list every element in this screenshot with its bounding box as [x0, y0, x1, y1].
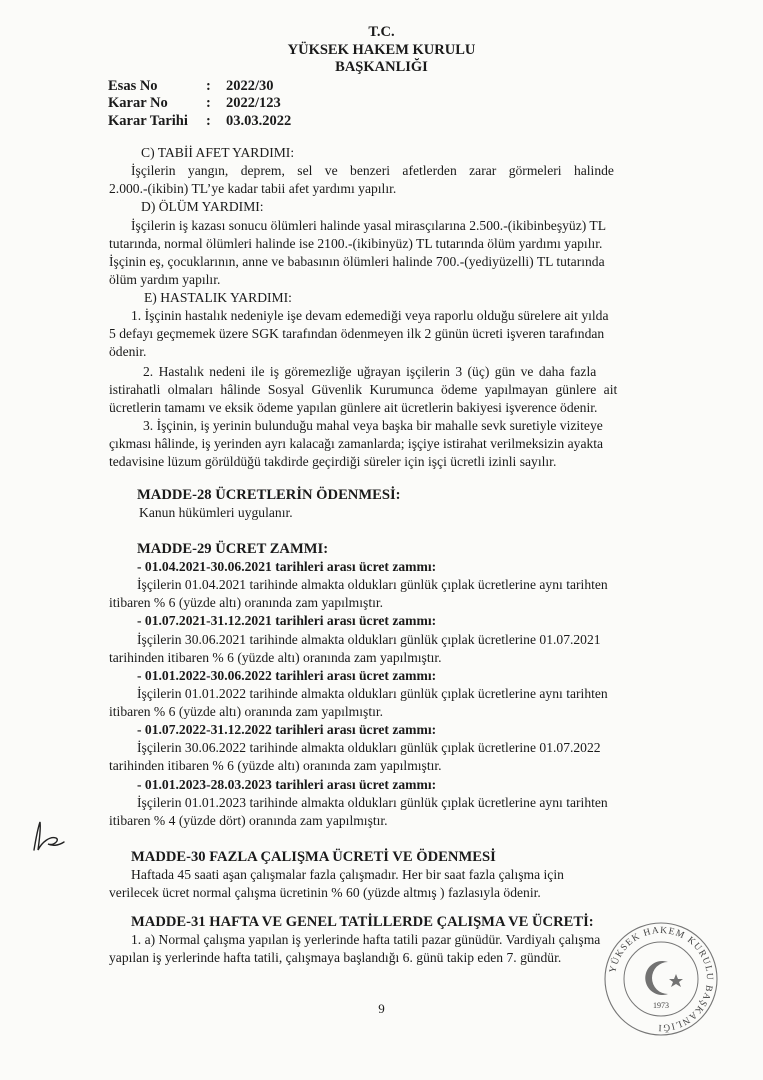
body-line: tarihinden itibaren % 6 (yüzde altı) oranında zam yapılmıştır.: [109, 650, 442, 665]
signature-initial-icon: [28, 816, 68, 856]
body-line: İşçilerin 01.01.2023 tarihinde almakta oldukları günlük çıplak ücretlerine aynı tarihten: [137, 795, 608, 810]
body-line: yapılan iş yerlerinde hafta tatili, çalışmaya başlandığı 6. günü takip eden 7. gündür.: [109, 950, 562, 965]
body-line: İşçinin eş, çocuklarının, anne ve babasının ölümleri halinde 700.-(yediyüzelli) TL tutarında: [109, 254, 605, 269]
tarih-colon: :: [206, 113, 211, 129]
header-department: BAŞKANLIĞI: [335, 59, 428, 75]
body-line: 2. Hastalık nedeni ile iş göremezliğe uğrayan işçilerin 3 (üç) gün ve daha fazla: [143, 364, 597, 379]
section-title-hastalik: E) HASTALIK YARDIMI:: [144, 290, 292, 305]
body-line: verilecek ücret normal çalışma ücretinin % 60 (yüzde altmış ) fazlasıyla ödenir.: [109, 885, 541, 900]
body-line: 1. a) Normal çalışma yapılan iş yerlerinde hafta tatili pazar günüdür. Vardiyalı çalışma: [131, 932, 601, 947]
body-line: itibaren % 6 (yüzde altı) oranında zam yapılmıştır.: [109, 595, 384, 610]
section-title-afet: C) TABİİ AFET YARDIMI:: [141, 145, 295, 160]
karar-value: 2022/123: [226, 95, 281, 111]
body-line: İşçilerin yangın, deprem, sel ve benzeri afetlerden zarar görmeleri halinde: [131, 163, 614, 178]
body-line: 3. İşçinin, iş yerinin bulunduğu mahal veya başka bir mahalle sevk suretiyle viziteye: [143, 418, 603, 433]
body-line: 5 defayı geçmemek üzere SGK tarafından ödenmeyen ilk 2 günün ücreti işveren tarafından: [109, 326, 605, 341]
body-line: İşçilerin iş kazası sonucu ölümleri halinde yasal mirasçılarına 2.500.-(ikibinbeşyüz) TL: [131, 218, 607, 233]
raise-period-heading: - 01.01.2022-30.06.2022 tarihleri arası ücret zammı:: [137, 668, 437, 683]
body-line: itibaren % 6 (yüzde altı) oranında zam yapılmıştır.: [109, 704, 384, 719]
tarih-label: Karar Tarihi: [108, 113, 188, 129]
section-title-olum: D) ÖLÜM YARDIMI:: [141, 199, 264, 214]
raise-period-heading: - 01.07.2021-31.12.2021 tarihleri arası ücret zammı:: [137, 613, 437, 628]
body-line: Kanun hükümleri uygulanır.: [139, 505, 293, 520]
body-line: istirahatli olmaları hâlinde Sosyal Güvenlik Kurumunca ödeme yapılmayan günlere ait: [109, 382, 618, 397]
esas-colon: :: [206, 78, 211, 94]
official-seal-icon: [598, 918, 724, 1040]
seal-year: 1973: [653, 1001, 669, 1010]
article-heading-28: MADDE-28 ÜCRETLERİN ÖDENMESİ:: [137, 487, 401, 503]
karar-label: Karar No: [108, 95, 168, 111]
raise-period-heading: - 01.07.2022-31.12.2022 tarihleri arası ücret zammı:: [137, 722, 437, 737]
body-line: İşçilerin 30.06.2021 tarihinde almakta oldukları günlük çıplak ücretlerine 01.07.2021: [137, 632, 601, 647]
body-line: tutarında, normal ölümleri halinde ise 2100.-(ikibinyüz) TL tutarında ölüm yardımı yapılır.: [109, 236, 603, 251]
body-line: İşçilerin 01.04.2021 tarihinde almakta oldukları günlük çıplak ücretlerine aynı tarihten: [137, 577, 608, 592]
body-line: İşçilerin 30.06.2022 tarihinde almakta oldukları günlük çıplak ücretlerine 01.07.2022: [137, 740, 601, 755]
raise-period-heading: - 01.01.2023-28.03.2023 tarihleri arası ücret zammı:: [137, 777, 437, 792]
body-line: çıkması hâlinde, iş yerinden ayrı kalacağı zamanlarda; işçiye istirahat verilmeksizin ayakta: [109, 436, 604, 451]
seal-text: YÜKSEK HAKEM KURULU BAŞKANLIĞI: [608, 925, 715, 1033]
body-line: İşçilerin 01.01.2022 tarihinde almakta oldukları günlük çıplak ücretlerine aynı tarihten: [137, 686, 608, 701]
body-line: itibaren % 4 (yüzde dört) oranında zam yapılmıştır.: [109, 813, 388, 828]
tarih-value: 03.03.2022: [226, 113, 292, 129]
body-line: ücretlerin tamamı ve eksik ödeme yapılan günlere ait ücretlerin bakiyesi işverence ödenir.: [109, 400, 598, 415]
esas-value: 2022/30: [226, 78, 274, 94]
header-institution: YÜKSEK HAKEM KURULU: [287, 42, 476, 58]
article-heading-30: MADDE-30 FAZLA ÇALIŞMA ÜCRETİ VE ÖDENMESİ: [131, 849, 496, 865]
article-heading-31: MADDE-31 HAFTA VE GENEL TATİLLERDE ÇALIŞMA VE ÜCRETİ:: [131, 914, 594, 930]
header-tc: T.C.: [368, 24, 395, 40]
raise-period-heading: - 01.04.2021-30.06.2021 tarihleri arası ücret zammı:: [137, 559, 437, 574]
esas-label: Esas No: [108, 78, 158, 94]
body-line: Haftada 45 saati aşan çalışmalar fazla çalışmadır. Her bir saat fazla çalışma için: [131, 867, 564, 882]
page-number: 9: [378, 1001, 385, 1016]
karar-colon: :: [206, 95, 211, 111]
body-line: ödenir.: [109, 344, 147, 359]
body-line: 1. İşçinin hastalık nedeniyle işe devam edemediği veya raporlu olduğu sürelere ait yılda: [131, 308, 609, 323]
body-line: tedavisine lüzum görüldüğü takdirde geçirdiği süreler için işçi ücretli izinli sayılır.: [109, 454, 557, 469]
body-line: ölüm yardım yapılır.: [109, 272, 221, 287]
body-line: tarihinden itibaren % 6 (yüzde altı) oranında zam yapılmıştır.: [109, 758, 442, 773]
article-heading-29: MADDE-29 ÜCRET ZAMMI:: [137, 541, 329, 557]
body-line: 2.000.-(ikibin) TL’ye kadar tabii afet yardımı yapılır.: [109, 181, 397, 196]
